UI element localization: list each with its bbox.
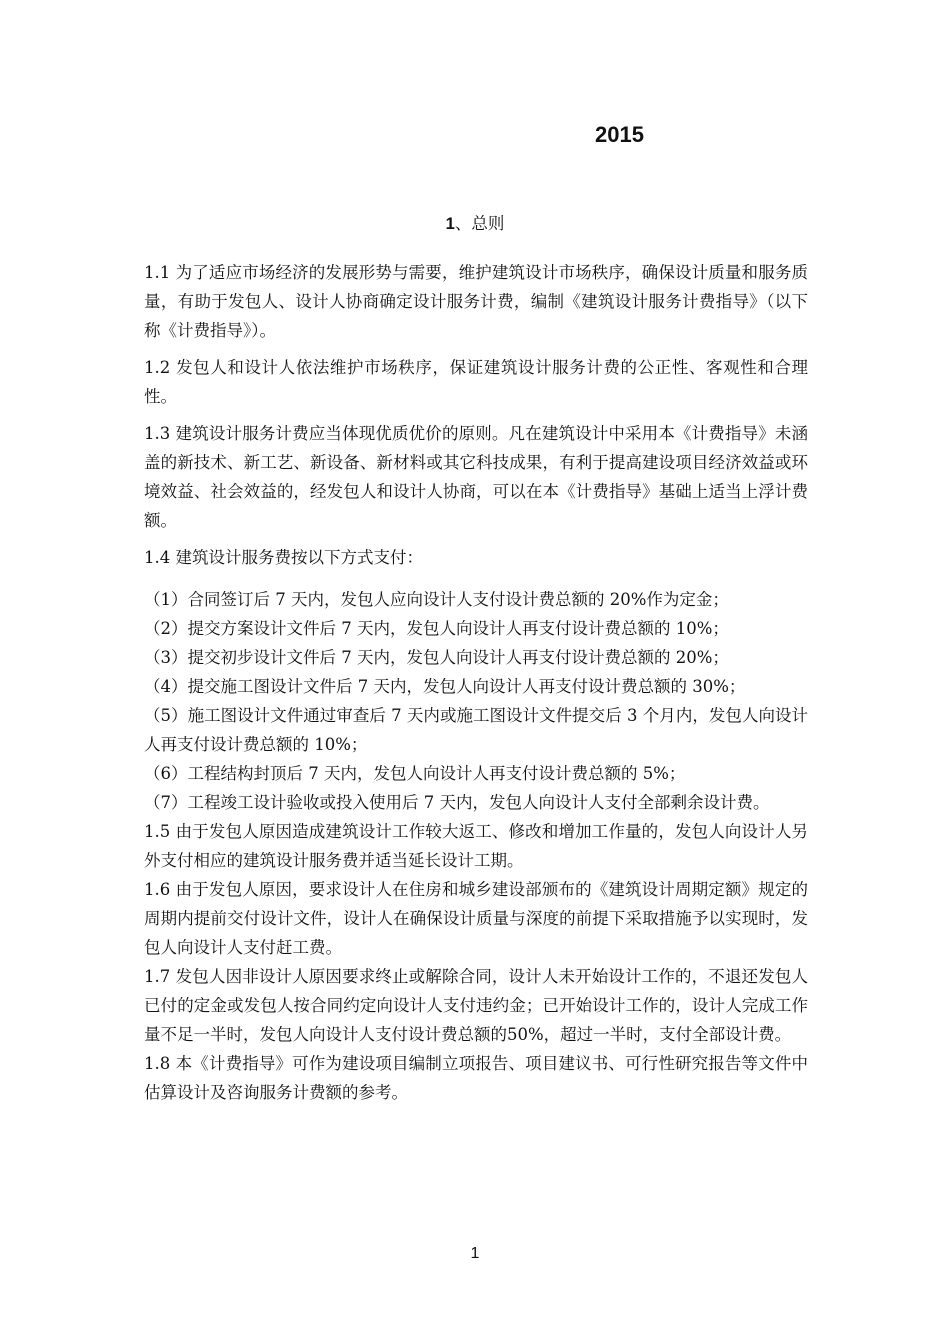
paragraph-1-3: 1.3 建筑设计服务计费应当体现优质优价的原则。凡在建筑设计中采用本《计费指导》未涵盖的新技术、新工艺、新设备、新材料或其它科技成果，有利于提高建设项目经济效益或环境效益、社会效益的，经发包人和设计人协商，可以在本《计费指导》基础上适当上浮计费额。 xyxy=(144,424,808,530)
document-body xyxy=(144,258,808,1107)
payment-item-2: （2）提交方案设计文件后 7 天内，发包人向设计人再支付设计费总额的 10%； xyxy=(144,619,729,638)
section-number: 1 xyxy=(445,215,455,233)
payment-item-6: （6）工程结构封顶后 7 天内，发包人向设计人再支付设计费总额的 5%； xyxy=(144,764,686,783)
document-year: 2015 xyxy=(595,122,644,147)
paragraph-1-7: 1.7 发包人因非设计人原因要求终止或解除合同，设计人未开始设计工作的，不退还发包人已付的定金或发包人按合同约定向设计人支付违约金；已开始设计工作的，设计人完成工作量不足一半时，发包人向设计人支付设计费总额的50%，超过一半时，支付全部设计费。 xyxy=(144,967,808,1044)
page-number: 1 xyxy=(470,1245,480,1262)
section-title: 、总则 xyxy=(454,214,505,233)
paragraph-1-6: 1.6 由于发包人原因，要求设计人在住房和城乡建设部颁布的《建筑设计周期定额》规定的周期内提前交付设计文件，设计人在确保设计质量与深度的前提下采取措施予以实现时，发包人向设计人支付赶工费。 xyxy=(144,880,808,957)
payment-item-4: （4）提交施工图设计文件后 7 天内，发包人向设计人再支付设计费总额的 30%； xyxy=(144,677,746,696)
paragraph-1-2: 1.2 发包人和设计人依法维护市场秩序，保证建筑设计服务计费的公正性、客观性和合理性。 xyxy=(144,358,808,406)
paragraph-1-4: 1.4 建筑设计服务费按以下方式支付： xyxy=(144,548,423,567)
section-heading xyxy=(0,210,950,238)
payment-item-5: （5）施工图设计文件通过审查后 7 天内或施工图设计文件提交后 3 个月内，发包人向设计人再支付设计费总额的 10%； xyxy=(144,706,808,754)
paragraph-1-8: 1.8 本《计费指导》可作为建设项目编制立项报告、项目建议书、可行性研究报告等文件中估算设计及咨询服务计费额的参考。 xyxy=(144,1054,808,1102)
paragraph-1-5: 1.5 由于发包人原因造成建筑设计工作较大返工、修改和增加工作量的，发包人向设计人另外支付相应的建筑设计服务费并适当延长设计工期。 xyxy=(144,822,808,870)
payment-list xyxy=(144,580,808,817)
payment-item-7: （7）工程竣工设计验收或投入使用后 7 天内，发包人向设计人支付全部剩余设计费。 xyxy=(144,793,770,812)
payment-item-1: （1）合同签订后 7 天内，发包人应向设计人支付设计费总额的 20%作为定金； xyxy=(144,590,729,609)
paragraph-1-1: 1.1 为了适应市场经济的发展形势与需要，维护建筑设计市场秩序，确保设计质量和服务质量，有助于发包人、设计人协商确定设计服务计费，编制《建筑设计服务计费指导》（以下称《计费指导》）。 xyxy=(144,263,808,340)
payment-item-3: （3）提交初步设计文件后 7 天内，发包人向设计人再支付设计费总额的 20%； xyxy=(144,648,729,667)
